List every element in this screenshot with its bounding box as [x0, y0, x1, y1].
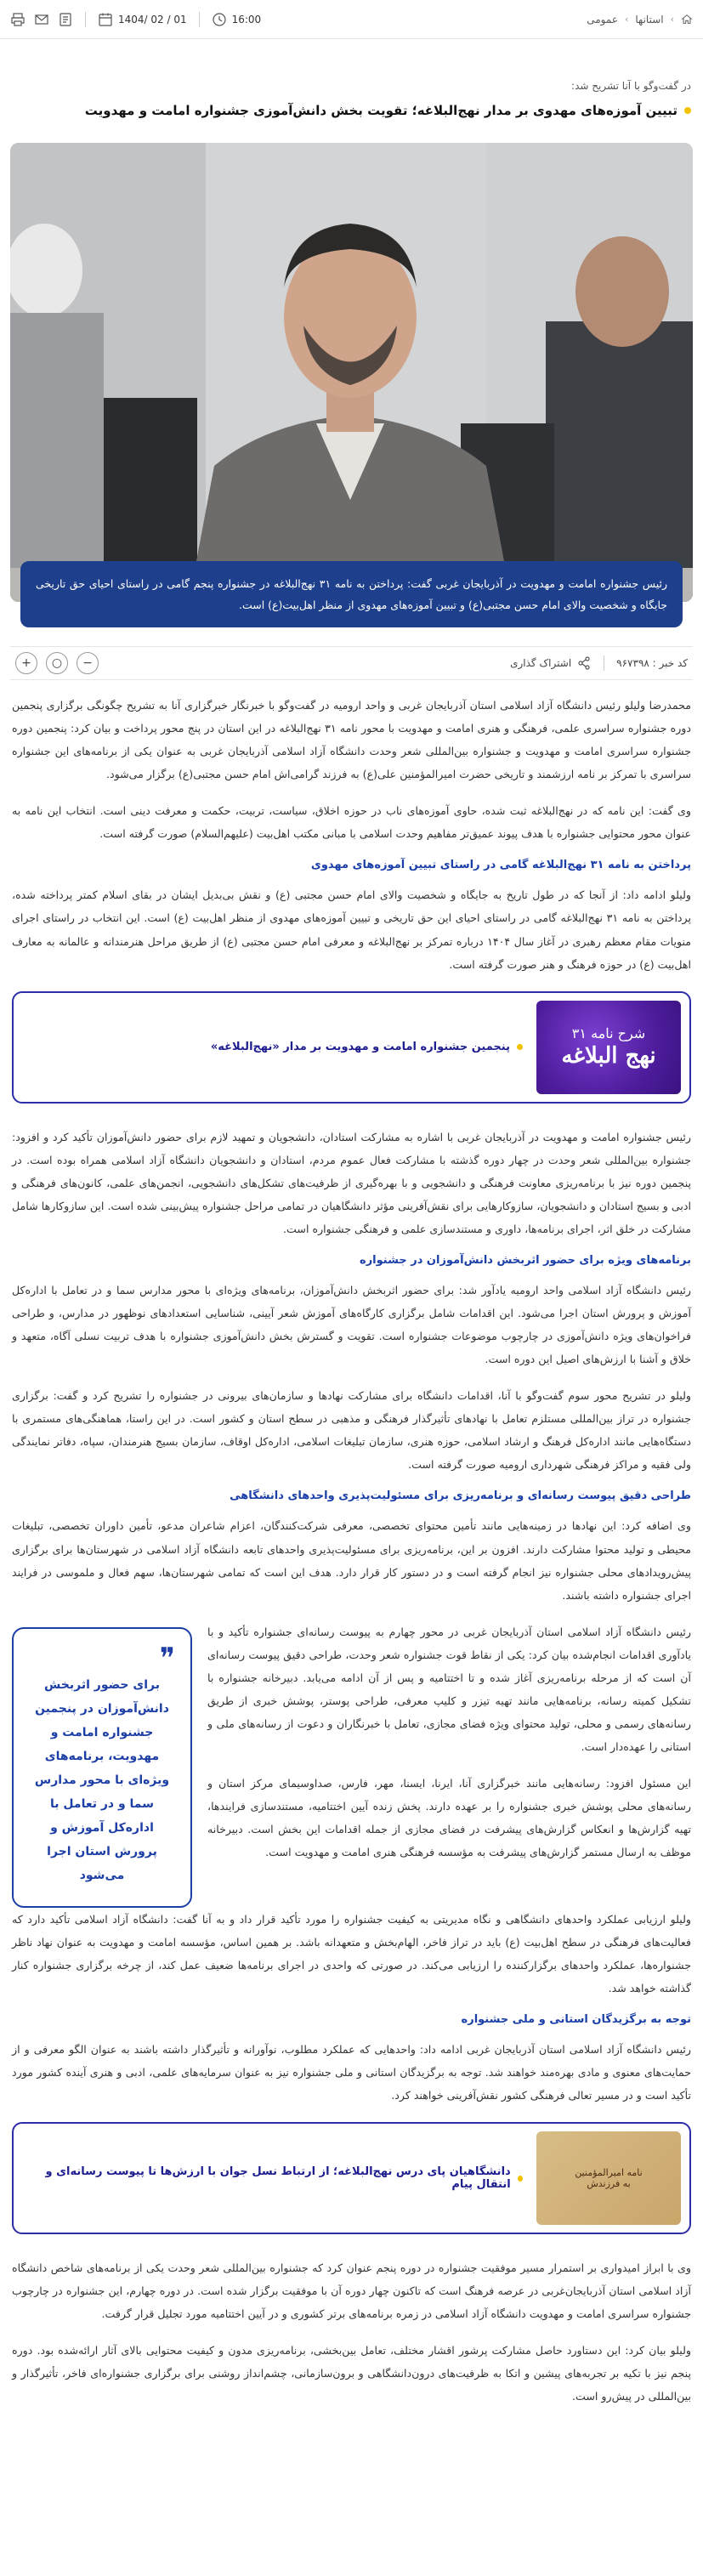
related-article-thumbnail	[536, 1001, 681, 1094]
news-code-value: ۹۶۷۳۹۸	[616, 657, 649, 669]
related-article-card[interactable]	[12, 991, 691, 1104]
image-caption: رئیس جشنواره امامت و مهدویت در آذربایجان غربی گفت: پرداختن به نامه ۳۱ نهج‌البلاغه در جشنواره پنجم گامی در راستای احیای حق تاریخی جایگاه و شخصیت والای امام حسن مجتبی(ع) و تبیین آموزه‌های مهدوی از منظر اهل‌بیت(ع) است.	[20, 561, 683, 627]
breadcrumb-item-general[interactable]: عمومی	[587, 13, 618, 26]
bullet-icon	[517, 1044, 523, 1050]
lead-label: در گفت‌وگو با آنا تشریح شد:	[571, 80, 691, 92]
article-meta	[10, 12, 261, 27]
paragraph: محمدرضا ولیلو رئیس دانشگاه آزاد اسلامی استان آذربایجان غربی و واحد ارومیه در گفت‌وگو با خبرنگار خبرگزاری آنا به تشریح چگونگی برگزاری پنجمین دوره جشنواره سراسری علمی، فرهنگی و هنری امامت و مهدویت با محور نامه ۳۱ نهج‌البلاغه در این استان در پنج محور پرداخت و بیان کرد: پنجمین دوره جشنواره سراسری امامت و مهدویت و جشنواره بین‌المللی شعر وحدت دانشگاه آزاد اسلامی آذربایجان غربی به عنوان یکی از برنامه‌های این جشنواره سراسری با تمرکز بر نامه ارزشمند و تاریخی حضرت امیرالمؤمنین علی(ع) به فرزند گرامی‌اش امام حسن مجتبی(ع) برگزار می‌شود.	[12, 699, 692, 781]
pull-quote	[12, 1627, 192, 1908]
news-info	[510, 655, 688, 671]
article-body	[0, 680, 703, 2409]
thumbnail-line-2: نهج البلاغه	[561, 1043, 656, 1070]
paragraph: رئیس دانشگاه آزاد اسلامی استان آذربایجان غربی در محور چهارم به پیوست رسانه‌ای جشنواره تأکید و با یادآوری اقدامات انجام‌شده بیان کرد: یکی از نقاط قوت جشنواره شعر وحدت، طراحی دقیق پیوست رسانه‌ای آن است که از مرحله برنامه‌ریزی آغاز شده و تا اختتامیه و پس از آن ادامه می‌یابد. دبیرخانه جشنواره با تشکیل کمیته رسانه، برنامه‌هایی مانند تهیه تیزر و کلیپ معرفی، طراحی پوستر، پوشش خبری از طریق رسانه‌های رسمی و محلی، تولید محتوای ویژه فضای مجازی، تعامل با خبرنگاران و دعوت از رسانه‌های ملی و استانی را عهده‌دار است.	[207, 1625, 691, 1753]
breadcrumb-separator: ›	[670, 14, 674, 25]
share-label: اشتراک گذاری	[510, 657, 572, 669]
article-tools-bar	[10, 646, 693, 680]
article-title	[12, 100, 691, 121]
section-heading: طراحی دقیق پیوست رسانه‌ای و برنامه‌ریزی برای مسئولیت‌پذیری واحدهای دانشگاهی	[230, 1489, 691, 1503]
thumbnail-line-2: به فرزندش	[587, 2178, 631, 2190]
thumbnail-line-1: شرح نامه ۳۱	[571, 1025, 646, 1042]
hero-photo-illustration	[10, 143, 693, 602]
title-bullet-icon	[684, 107, 691, 114]
breadcrumb	[587, 14, 693, 26]
paragraph: رئیس دانشگاه آزاد اسلامی واحد ارومیه یادآور شد: برای حضور اثربخش دانش‌آموزان، برنامه‌های ویژه‌ای با محور مدارس سما و در تعامل با اداره‌کل آموزش و پرورش استان اجرا می‌شود. این اقدامات شامل برگزاری کارگاه‌های آموزش شعر آیینی، شناسایی استعدادهای نوظهور در مدارس، و طراحی فراخوان‌های ویژه دانش‌آموزی در چارچوب موضوعات جشنواره است. تقویت و گسترش بخش دانش‌آموزی جشنواره با هدف تربیت نسلی آگاه، متعهد و خلاق و آشنا با ارزش‌های اصیل این دوره است.	[12, 1283, 691, 1366]
paragraph: این مسئول افزود: رسانه‌هایی مانند خبرگزاری آنا، ایرنا، ایسنا، مهر، فارس، صداوسیمای مرکز استان و رسانه‌های محلی پوشش خبری جشنواره را بر عهده دارند. پخش زنده آیین اختتامیه، مستندسازی فرایندها، تهیه گزارش‌ها و انعکاس گزارش‌های پیشرفت در فضای مجازی از جمله اقدامات این بخش است. دبیرخانه موظف به ارسال مستمر گزارش‌های پیشرفت به مؤسسه فرهنگی هنری امامت و مهدویت است.	[207, 1777, 691, 1859]
news-code-label: کد خبر :	[652, 657, 688, 669]
quote-section-text	[207, 1620, 691, 1878]
font-increase-icon[interactable]: +	[15, 652, 37, 674]
publish-date-value: 1404/ 02 / 01	[118, 13, 187, 26]
breadcrumb-separator: ›	[624, 14, 629, 25]
print-icon[interactable]	[10, 12, 26, 27]
article-actions	[10, 12, 73, 27]
publish-date	[98, 12, 187, 27]
bookmark-icon[interactable]	[58, 12, 73, 27]
publish-time-value: 16:00	[231, 13, 262, 26]
related-article-card[interactable]	[12, 2122, 691, 2234]
section-heading: توجه به برگزیدگان استانی و ملی جشنواره	[461, 2012, 691, 2026]
divider	[199, 12, 200, 27]
font-size-controls	[15, 652, 99, 674]
home-icon[interactable]	[681, 14, 693, 26]
related-article-title-text: دانشگاهیان پای درس نهج‌البلاغه؛ از ارتباط نسل جوان با ارزش‌ها تا پیوست رسانه‌ای و انتقال پیام	[45, 2165, 511, 2192]
article-title-text: تبیین آموزه‌های مهدوی بر مدار نهج‌البلاغه؛ تقویت بخش دانش‌آموزی جشنواره امامت و مهدویت	[84, 103, 677, 118]
related-article-title	[22, 2165, 536, 2191]
section-heading: برنامه‌های ویژه برای حضور اثربخش دانش‌آموزان در جشنواره	[360, 1253, 691, 1267]
share-button[interactable]	[510, 655, 592, 671]
font-decrease-icon[interactable]: −	[77, 652, 99, 674]
top-bar	[0, 0, 703, 39]
paragraph: وی با ابراز امیدواری بر استمرار مسیر موفقیت جشنواره در دوره پنجم عنوان کرد که جشنواره بین‌المللی شعر وحدت یکی از برنامه‌های شاخص دانشگاه آزاد اسلامی استان آذربایجان‌غربی در عرصه فرهنگ است که تاکنون چهار دوره آن با موفقیت برگزار شده است. در دوره چهارم، این جشنواره در چارچوب جشنواره سراسری امامت و مهدویت دانشگاه آزاد اسلامی در زمره برنامه‌های برتر کشوری و در آیین اختتامیه مورد تجلیل قرار گرفت.	[12, 2261, 691, 2321]
related-article-title	[22, 1041, 536, 1053]
quote-section	[12, 1620, 691, 1908]
bullet-icon	[518, 2176, 523, 2182]
email-icon[interactable]	[34, 12, 49, 27]
thumbnail-line-1: نامه امیرالمؤمنین	[575, 2167, 643, 2179]
quote-mark-icon: ❞	[159, 1641, 175, 1676]
news-code	[616, 657, 688, 669]
paragraph: وی اضافه کرد: این نهادها در زمینه‌هایی مانند تأمین محتوای تخصصی، معرفی شرکت‌کنندگان، اعزام شاعران مدعو، تأمین داوران تخصصی، تبلیغات محیطی و تولید محتوا مشارکت دارند. افزون بر این، برنامه‌ریزی برای مسئولیت‌پذیری واحدهای تابعه دانشگاه آزاد اسلامی در شهرستان‌ها برای برگزاری پیش‌رویدادهای محلی جشنواره نیز انجام گرفته است و در دستور کار قرار دارد. هدف این است که تمامی شهرستان‌ها، سهم فعال و ملموسی در فرایند اجرای جشنواره داشته باشند.	[12, 1519, 691, 1602]
paragraph: رئیس دانشگاه آزاد اسلامی استان آذربایجان غربی ادامه داد: واحدهایی که عملکرد مطلوب، نوآورانه و تأثیرگذار داشته باشند به عنوان الگو معرفی و از حمایت‌های معنوی و مادی بهره‌مند خواهند شد. توجه به برگزیدگان استانی و ملی جشنواره نیز به عنوان سرمایه‌های علمی، ادبی و هنری آینده کشور مورد تأکید است و در مسیر تعالی فرهنگی کشور نقش‌آفرینی خواهند کرد.	[12, 2042, 691, 2102]
article-header	[0, 39, 703, 121]
related-article-title-text: پنجمین جشنواره امامت و مهدویت بر مدار «نهج‌البلاغه»	[210, 1041, 510, 1054]
paragraph: رئیس جشنواره امامت و مهدویت در آذربایجان غربی با اشاره به مشارکت استادان، دانشجویان و تمهید لازم برای حضور دانش‌آموزان تأکید کرد و افزود: جشنواره بین‌المللی شعر وحدت در چهار دوره گذشته با مشارکت فعال عموم مردم، استادان و دانشجویان دانشگاه آزاد اسلامی همراه بوده است. در پنجمین دوره نیز با برنامه‌ریزی معاونت فرهنگی و دانشجویی و با بهره‌گیری از ظرفیت‌های تشکل‌های دانشجویی، انجمن‌های علمی، کانون‌های فرهنگی و ادبی و بسیج استادان و دانشجویان، سازوکارهایی برای نقش‌آفرینی مؤثر دانشگاهیان در تمامی مراحل جشنواره پیش‌بینی شده است. این سازوکارها شامل مشارکت در خلق اثر، اجرای برنامه‌ها، داوری و مستندسازی علمی و فرهنگی جشنواره است.	[12, 1130, 691, 1235]
paragraph: وی گفت: این نامه که در نهج‌البلاغه ثبت شده، حاوی آموزه‌های ناب در حوزه اخلاق، سیاست، تربیت، حکمت و معرفت دینی است. انتخاب این نامه به عنوان محور محتوایی جشنواره با هدف پیوند عمیق‌تر مفاهیم وحدت اسلامی با مبانی مکتب اهل‌بیت (علیهم‌السلام) صورت گرفته است.	[12, 804, 691, 841]
paragraph: ولیلو ادامه داد: از آنجا که در طول تاریخ به جایگاه و شخصیت والای امام حسن مجتبی (ع) و نقش بی‌بدیل ایشان در بقای اسلام کمتر پرداخته شده، پرداختن به نامه ۳۱ نهج‌البلاغه گامی در راستای احیای این حق تاریخی و تبیین آموزه‌های مهدوی از منظر اهل‌بیت (ع) است. این انتخاب در راستای اجرای منویات مقام معظم رهبری در آغاز سال ۱۴۰۴ درباره تمرکز بر نهج‌البلاغه و معرفی امام حسن مجتبی (ع) از طریق مراحل هنرمندانه و عالمانه به معارف اهل‌بیت (ع) در حوزه فرهنگ و هنر صورت گرفته است.	[12, 888, 691, 971]
hero-image	[10, 143, 693, 602]
paragraph: ولیلو در تشریح محور سوم گفت‌وگو با آنا، اقدامات دانشگاه برای مشارکت نهادها و سازمان‌های بیرونی در جشنواره را تشریح کرد و گفت: برگزاری جشنواره در تراز بین‌المللی مستلزم تعامل با نهادهای تأثیرگذار فرهنگی و مذهبی در سطح استان و کشور است. در این راستا، هماهنگی‌های مستمری با دستگاه‌هایی مانند اداره‌کل فرهنگ و ارشاد اسلامی، حوزه هنری، سازمان تبلیغات اسلامی، اداره‌کل اوقاف، سازمان بسیج هنرمندان، سپاه، دفاتر نمایندگی ولی فقیه و مراکز فرهنگی شهرداری ارومیه صورت گرفته است.	[12, 1389, 691, 1472]
publish-time	[212, 12, 262, 27]
font-reset-icon[interactable]: ○	[46, 652, 68, 674]
paragraph: ولیلو ارزیابی عملکرد واحدهای دانشگاهی و نگاه مدیریتی به کیفیت جشنواره را مورد تأکید قرار داد و به آنا گفت: دانشگاه آزاد اسلامی تأکید دارد که فعالیت‌های فرهنگی در سطح اهل‌بیت (ع) باید در تراز فاخر، الهام‌بخش و متعهدانه باشد. بر همین اساس، مؤسسه امامت و مهدویت به عنوان نهاد ناظر جشنواره‌ها، عملکرد واحدهای برگزارکننده را ارزیابی می‌کند. در صورتی که واحدی در اجرای برنامه‌ها ضعیف عمل کند، از چرخه برگزاری جشنواره کنار گذاشته خواهد شد.	[12, 1912, 691, 1994]
calendar-icon	[98, 12, 113, 27]
divider	[85, 12, 86, 27]
related-article-thumbnail	[536, 2131, 681, 2225]
pull-quote-text: برای حضور اثربخش دانش‌آموزان در پنجمین جشنواره امامت و مهدویت، برنامه‌های ویژه‌ای با محور مدارس سما و در تعامل با اداره‌کل آموزش و پرورش استان اجرا می‌شود	[34, 1677, 170, 1882]
share-icon	[576, 655, 592, 671]
paragraph: ولیلو بیان کرد: این دستاورد حاصل مشارکت پرشور اقشار مختلف، تعامل بین‌بخشی، برنامه‌ریزی مدون و کیفیت محتوایی بالای آثار ارائه‌شده بود. دوره پنجم نیز با تکیه بر تجربه‌های پیشین و اتکا به ظرفیت‌های درون‌دانشگاهی و برون‌سازمانی، چشم‌انداز روشنی برای برگزاری جشنواره‌ای فاخر، تأثیرگذار و بین‌المللی در پیش‌رو است.	[12, 2344, 691, 2403]
section-heading: پرداختن به نامه ۳۱ نهج‌البلاغه گامی در راستای تبیین آموزه‌های مهدوی	[310, 859, 691, 872]
breadcrumb-item-provinces[interactable]: استانها	[635, 13, 664, 26]
clock-icon	[212, 12, 227, 27]
